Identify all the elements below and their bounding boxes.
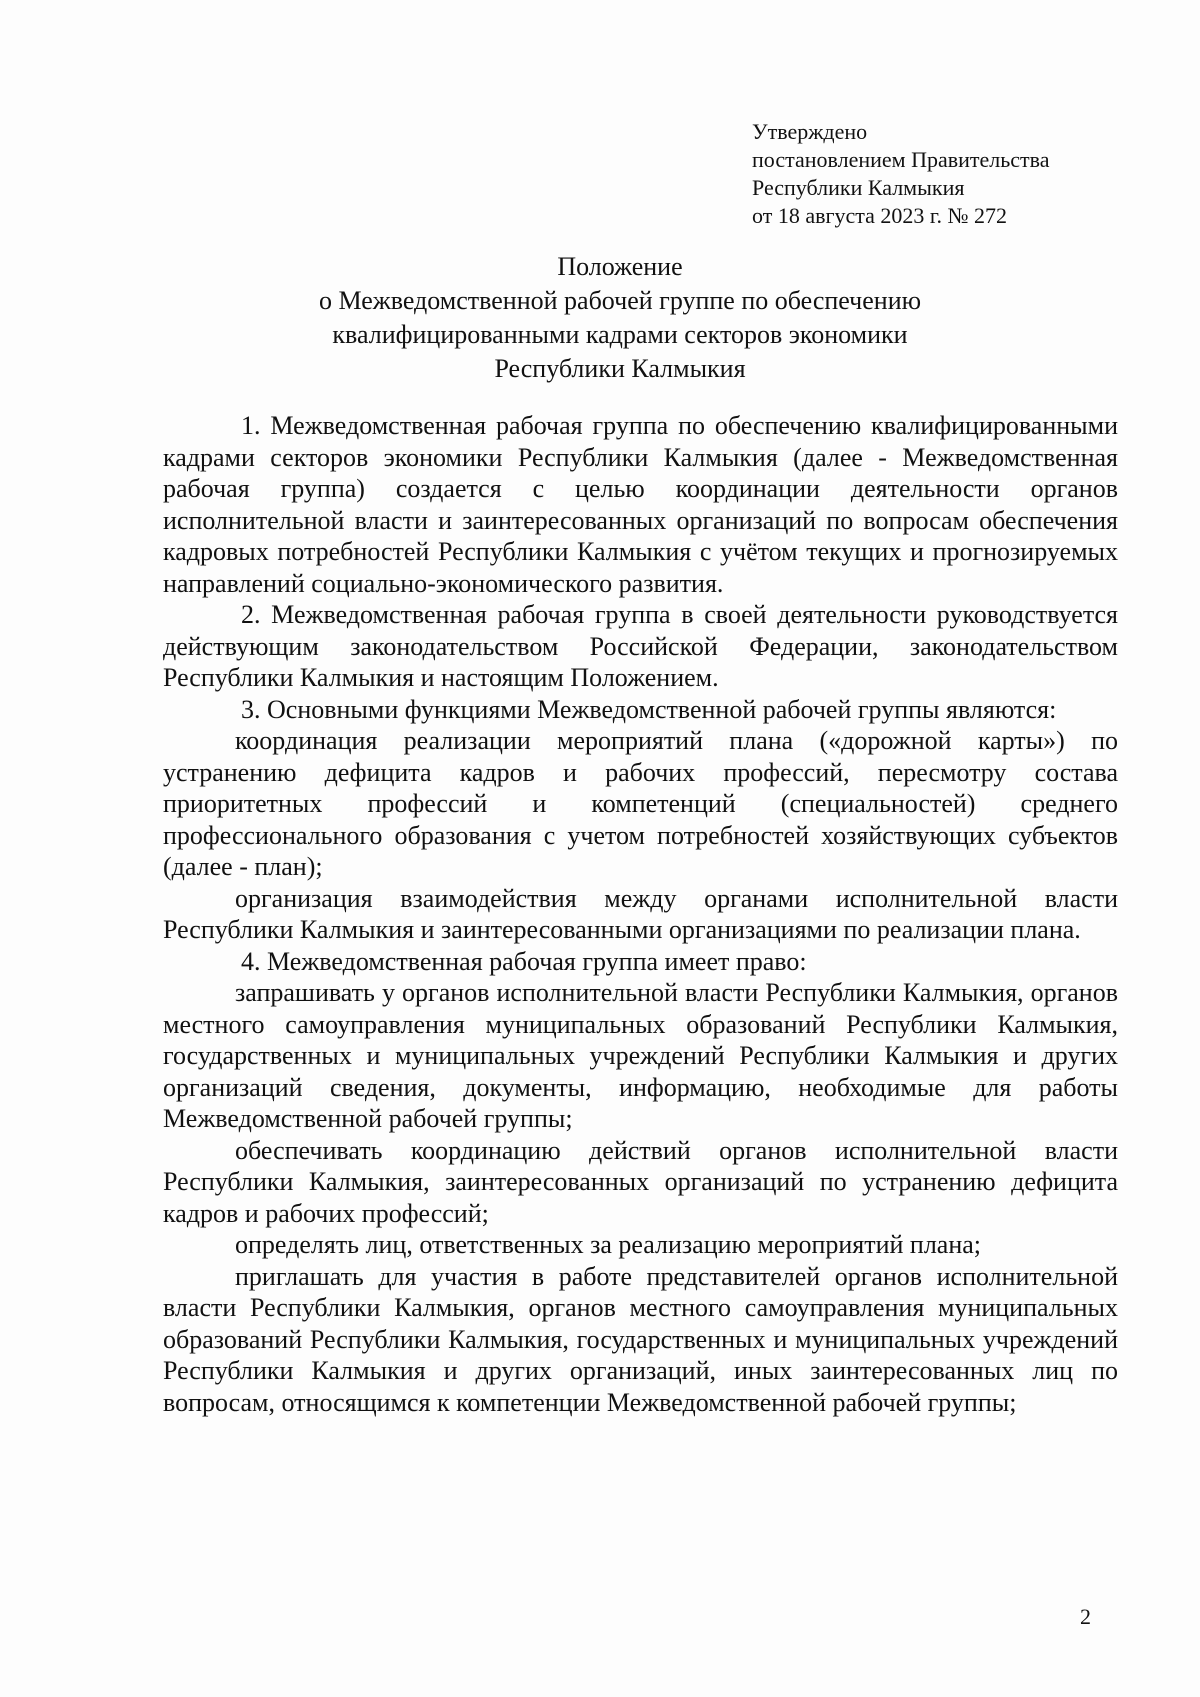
paragraph-4-item-3: определять лиц, ответственных за реализацию мероприятий плана; xyxy=(235,1230,982,1259)
approval-line: Утверждено xyxy=(752,119,868,144)
page-number: 2 xyxy=(1080,1604,1091,1629)
paragraph-4-item-4: приглашать для участия в работе представителей органов исполнительной власти Республики Калмыкия, органов местного самоуправления муниципальных образований Республики Калмыкия, государственных и муниципальных учреждений Республики Калмыкия и других организаций, иных заинтересованных лиц по вопросам, относящимся к компетенции Межведомственной рабочей группы; xyxy=(163,1261,1118,1417)
approval-stamp-block xyxy=(752,118,1132,230)
title-line: Положение xyxy=(557,252,683,281)
paragraph-3-item-2: организация взаимодействия между органами исполнительной власти Республики Калмыкия и заинтересованными организациями по реализации плана. xyxy=(163,883,1118,944)
paragraph-3: 3. Основными функциями Межведомственной рабочей группы являются: xyxy=(241,694,1057,724)
document-body xyxy=(163,410,1118,1418)
paragraph-3-item-1: координация реализации мероприятий плана («дорожной карты») по устранению дефицита кадров и рабочих профессий, пересмотру состава приоритетных профессий и компетенций (специальностей) среднего профессионального образования с учетом потребностей хозяйствующих субъектов (далее - план); xyxy=(163,726,1118,881)
paragraph-4-item-1: запрашивать у органов исполнительной власти Республики Калмыкия, органов местного самоуправления муниципальных образований Республики Калмыкия, государственных и муниципальных учреждений Республики Калмыкия и других организаций сведения, документы, информацию, необходимые для работы Межведомственной рабочей группы; xyxy=(163,978,1118,1133)
approval-line: от 18 августа 2023 г. № 272 xyxy=(752,203,1007,228)
title-line: Республики Калмыкия xyxy=(494,354,746,383)
paragraph-4-item-2: обеспечивать координацию действий органов исполнительной власти Республики Калмыкия, заинтересованных организаций по устранению дефицита кадров и рабочих профессий; xyxy=(163,1135,1118,1228)
document-title xyxy=(150,250,1090,386)
approval-line: постановлением Правительства xyxy=(752,147,1050,172)
title-line: квалифицированными кадрами секторов экономики xyxy=(332,320,908,349)
title-line: о Межведомственной рабочей группе по обеспечению xyxy=(318,286,922,315)
paragraph-4: 4. Межведомственная рабочая группа имеет право: xyxy=(241,946,807,976)
paragraph-1: 1. Межведомственная рабочая группа по обеспечению квалифицированными кадрами секторов экономики Республики Калмыкия (далее - Межведомственная рабочая группа) создается с целью координации деятельности органов исполнительной власти и заинтересованных организаций по вопросам обеспечения кадровых потребностей Республики Калмыкия с учётом текущих и прогнозируемых направлений социально-экономического развития. xyxy=(163,411,1118,598)
approval-line: Республики Калмыкия xyxy=(752,175,965,200)
paragraph-2: 2. Межведомственная рабочая группа в своей деятельности руководствуется действующим законодательством Российской Федерации, законодательством Республики Калмыкия и настоящим Положением. xyxy=(163,600,1118,692)
